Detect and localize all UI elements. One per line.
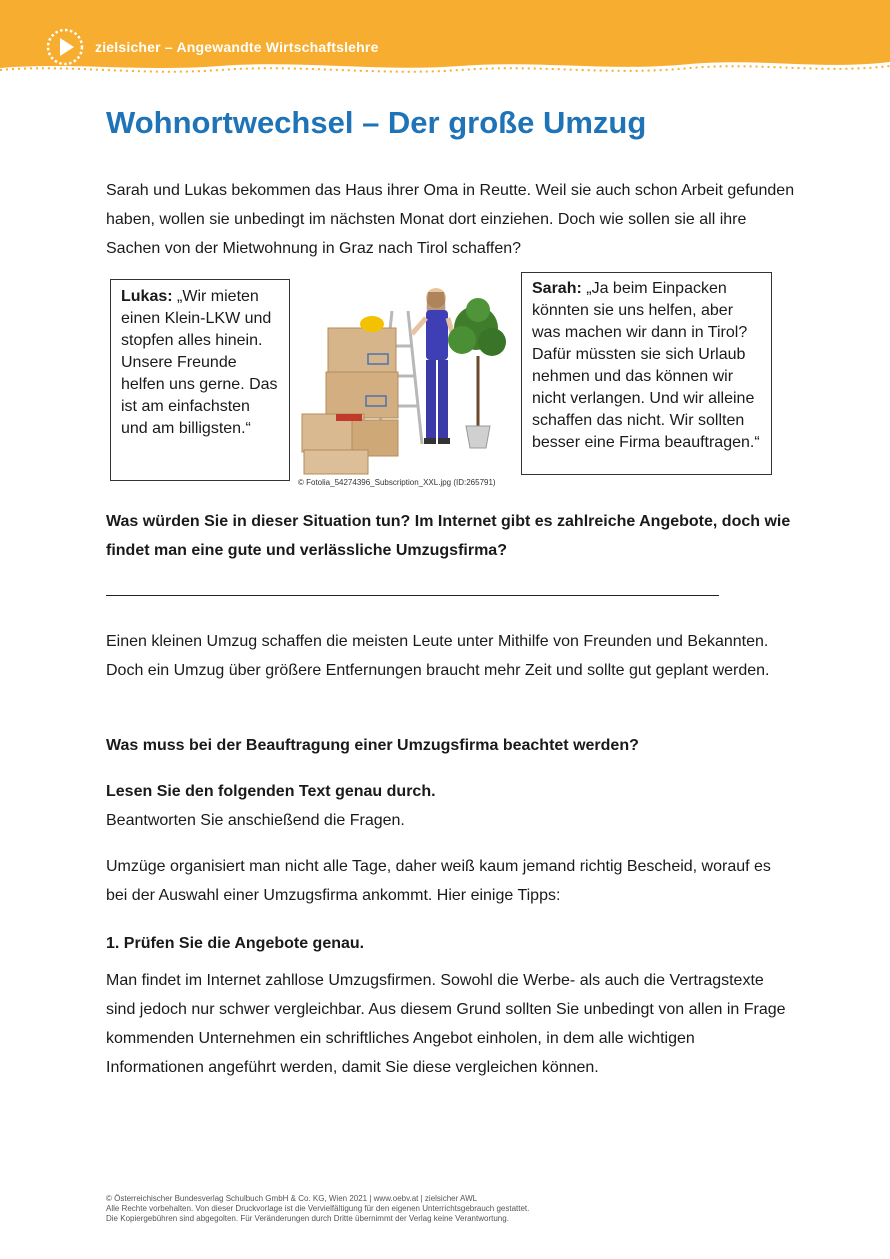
instruction-text: Beantworten Sie anschießend die Fragen. (106, 812, 405, 829)
footer (106, 1194, 529, 1224)
intro-paragraph: Sarah und Lukas bekommen das Haus ihrer Oma in Reutte. Weil sie auch schon Arbeit gefunden haben, wollen sie unbedingt im nächsten Monat dort einziehen. Doch wie sollen sie all ihre Sachen von der Mietwohnung in Graz nach Tirol schaffen? (106, 182, 795, 257)
lukas-quote: „Wir mieten einen Klein-LKW und stopfen alles hinein. Unsere Freunde helfen uns gerne. Das ist am einfachsten und am billigsten.“ (121, 288, 278, 437)
instruction-heading: Lesen Sie den folgenden Text genau durch. (106, 783, 436, 800)
answer-line (106, 595, 719, 596)
paragraph-tipps: Umzüge organisiert man nicht alle Tage, daher weiß kaum jemand richtig Bescheid, worauf es bei der Auswahl einer Umzugsfirma ankommt. Hier einige Tipps: (106, 858, 771, 904)
lukas-speech-box (110, 279, 290, 481)
sarah-name: Sarah: (532, 280, 582, 297)
play-icon (45, 27, 85, 67)
paragraph-umzug: Einen kleinen Umzug schaffen die meisten Leute unter Mithilfe von Freunden und Bekannten. Doch ein Umzug über größere Entfernungen braucht mehr Zeit und sollte gut geplant werden. (106, 633, 770, 679)
page-title: Wohnortwechsel – Der große Umzug (106, 105, 647, 140)
header-banner (0, 0, 890, 80)
image-credit: © Fotolia_54274396_Subscription_XXL.jpg (ID:265791) (298, 478, 496, 487)
brand (45, 27, 379, 67)
sarah-speech-box (521, 272, 772, 475)
sarah-quote: „Ja beim Einpacken könnten sie uns helfen, aber was machen wir dann in Tirol? Dafür müssten sie sich Urlaub nehmen und das können wir nicht verlangen. Und wir alleine schaffen das nicht. Wir sollten besser eine Firma beauftragen.“ (532, 280, 760, 451)
tip1-text: Man findet im Internet zahllose Umzugsfirmen. Sowohl die Werbe- als auch die Vertragstexte sind jedoch nur schwer vergleichbar. Aus diesem Grund sollten Sie unbedingt von allen in Frage kommenden Unternehmen ein schriftliches Angebot einholen, in dem alle wichtigen Informationen angeführt werden, damit Sie diese vergleichen können. (106, 972, 786, 1076)
question-beauftragung: Was muss bei der Beauftragung einer Umzugsfirma beachtet werden? (106, 737, 639, 754)
moving-photo (290, 276, 518, 486)
brand-name: zielsicher – Angewandte Wirtschaftslehre (95, 39, 379, 55)
tip1-heading: 1. Prüfen Sie die Angebote genau. (106, 935, 365, 952)
footer-line-1: © Österreichischer Bundesverlag Schulbuch GmbH & Co. KG, Wien 2021 | www.oebv.at | zielsicher AWL (106, 1194, 478, 1203)
footer-line-2: Alle Rechte vorbehalten. Von dieser Druckvorlage ist die Vervielfältigung für den eigenen Unterrichtsgebrauch gestattet. (106, 1204, 530, 1213)
question-situation: Was würden Sie in dieser Situation tun? Im Internet gibt es zahlreiche Angebote, doch wie findet man eine gute und verlässliche Umzugsfirma? (106, 513, 791, 559)
lukas-name: Lukas: (121, 288, 173, 305)
footer-line-3: Die Kopiergebühren sind abgegolten. Für Veränderungen durch Dritte übernimmt der Verlag keine Verantwortung. (106, 1214, 509, 1223)
